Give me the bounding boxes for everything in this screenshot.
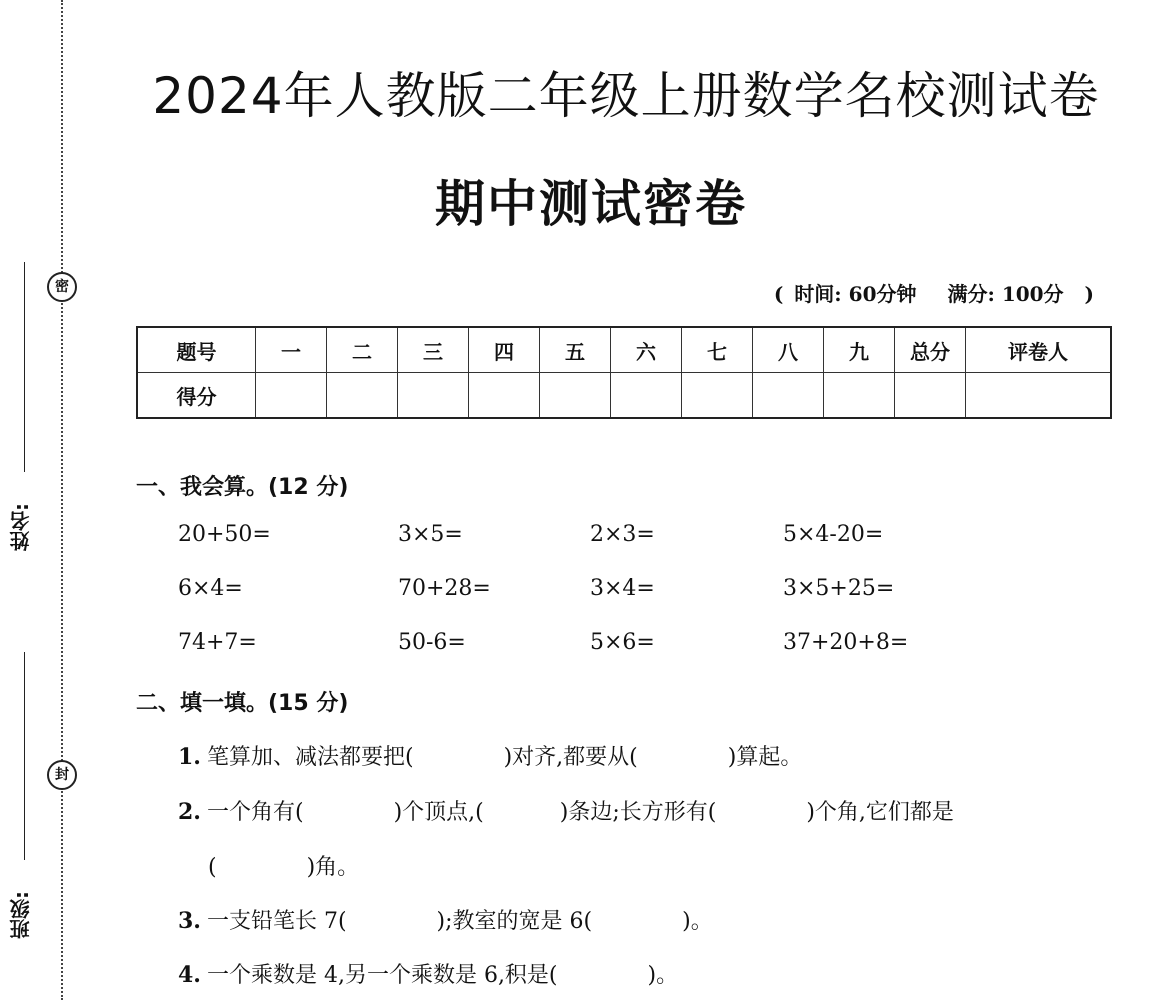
exam-info-close: ) xyxy=(1084,282,1094,306)
question-text: )对齐,都要从( xyxy=(503,745,638,770)
question-text: )个顶点,( xyxy=(393,800,484,825)
column-header: 四 xyxy=(469,327,540,373)
document-subtitle: 期中测试密卷 xyxy=(435,175,747,233)
calc-item: 37+20+8= xyxy=(783,630,909,655)
question-number: 2. xyxy=(178,799,201,825)
question-text: 一个乘数是 4,另一个乘数是 6,积是( xyxy=(206,963,558,988)
row-label-score: 得分 xyxy=(137,373,256,419)
question-text: )条边;长方形有( xyxy=(559,800,717,825)
question-2-continued xyxy=(208,850,359,881)
score-cell[interactable] xyxy=(398,373,469,419)
question-2 xyxy=(178,795,954,826)
question-text: )个角,它们都是 xyxy=(806,800,954,825)
question-number: 4. xyxy=(178,962,201,988)
question-number: 1. xyxy=(178,744,201,770)
exam-info-open: ( xyxy=(773,282,784,306)
exam-time: 时间: 60分钟 xyxy=(794,282,917,306)
question-4 xyxy=(178,958,678,989)
score-cell[interactable] xyxy=(753,373,824,419)
score-cell[interactable] xyxy=(256,373,327,419)
score-cell[interactable] xyxy=(469,373,540,419)
question-text: );教室的宽是 6( xyxy=(436,909,593,934)
question-text: 一支铅笔长 7( xyxy=(206,909,347,934)
score-cell[interactable] xyxy=(611,373,682,419)
exam-full-score: 满分: 100分 xyxy=(947,282,1064,306)
name-write-line xyxy=(24,262,25,472)
question-text: 一个角有( xyxy=(206,800,304,825)
name-label: 姓名: xyxy=(9,503,33,551)
calc-item: 2×3= xyxy=(590,522,655,547)
column-header: 总分 xyxy=(895,327,966,373)
calc-item: 6×4= xyxy=(178,576,243,601)
column-header: 九 xyxy=(824,327,895,373)
score-cell[interactable] xyxy=(824,373,895,419)
score-cell[interactable] xyxy=(327,373,398,419)
question-text: ( xyxy=(208,855,217,880)
score-table-score-row xyxy=(137,373,1111,419)
calc-item: 74+7= xyxy=(178,630,257,655)
column-header: 五 xyxy=(540,327,611,373)
question-3 xyxy=(178,904,713,935)
document-title: 2024年人教版二年级上册数学名校测试卷 xyxy=(152,67,1100,125)
column-header: 七 xyxy=(682,327,753,373)
binding-margin xyxy=(0,0,100,1000)
calc-item: 3×5+25= xyxy=(783,576,895,601)
score-cell[interactable] xyxy=(895,373,966,419)
column-header: 二 xyxy=(327,327,398,373)
column-header: 一 xyxy=(256,327,327,373)
score-cell[interactable] xyxy=(966,373,1112,419)
column-header: 六 xyxy=(611,327,682,373)
calc-item: 20+50= xyxy=(178,522,271,547)
question-number: 3. xyxy=(178,908,201,934)
section-1-title: 一、我会算。(12 分) xyxy=(136,475,349,500)
question-text: )。 xyxy=(647,963,679,988)
seal-mark-top: 密 xyxy=(47,272,77,302)
column-header: 八 xyxy=(753,327,824,373)
question-text: )。 xyxy=(682,909,713,934)
class-write-line xyxy=(24,652,25,860)
calc-item: 5×6= xyxy=(590,630,655,655)
column-header: 三 xyxy=(398,327,469,373)
question-1 xyxy=(178,740,802,771)
calc-item: 5×4-20= xyxy=(783,522,884,547)
column-header: 评卷人 xyxy=(966,327,1112,373)
seal-mark-middle: 封 xyxy=(47,760,77,790)
calc-item: 70+28= xyxy=(398,576,491,601)
question-text: 笔算加、减法都要把( xyxy=(206,745,414,770)
question-text: )角。 xyxy=(306,855,360,880)
calc-item: 3×4= xyxy=(590,576,655,601)
question-text: )算起。 xyxy=(727,745,803,770)
class-label: 班级: xyxy=(9,891,33,939)
exam-info xyxy=(770,278,1094,307)
cut-line xyxy=(61,0,63,1000)
calc-item: 3×5= xyxy=(398,522,463,547)
score-cell[interactable] xyxy=(540,373,611,419)
score-table-header-row xyxy=(137,327,1111,373)
row-label-question-no: 题号 xyxy=(137,327,256,373)
section-2-title: 二、填一填。(15 分) xyxy=(136,691,349,716)
score-cell[interactable] xyxy=(682,373,753,419)
score-table xyxy=(136,326,1112,419)
calc-item: 50-6= xyxy=(398,630,466,655)
